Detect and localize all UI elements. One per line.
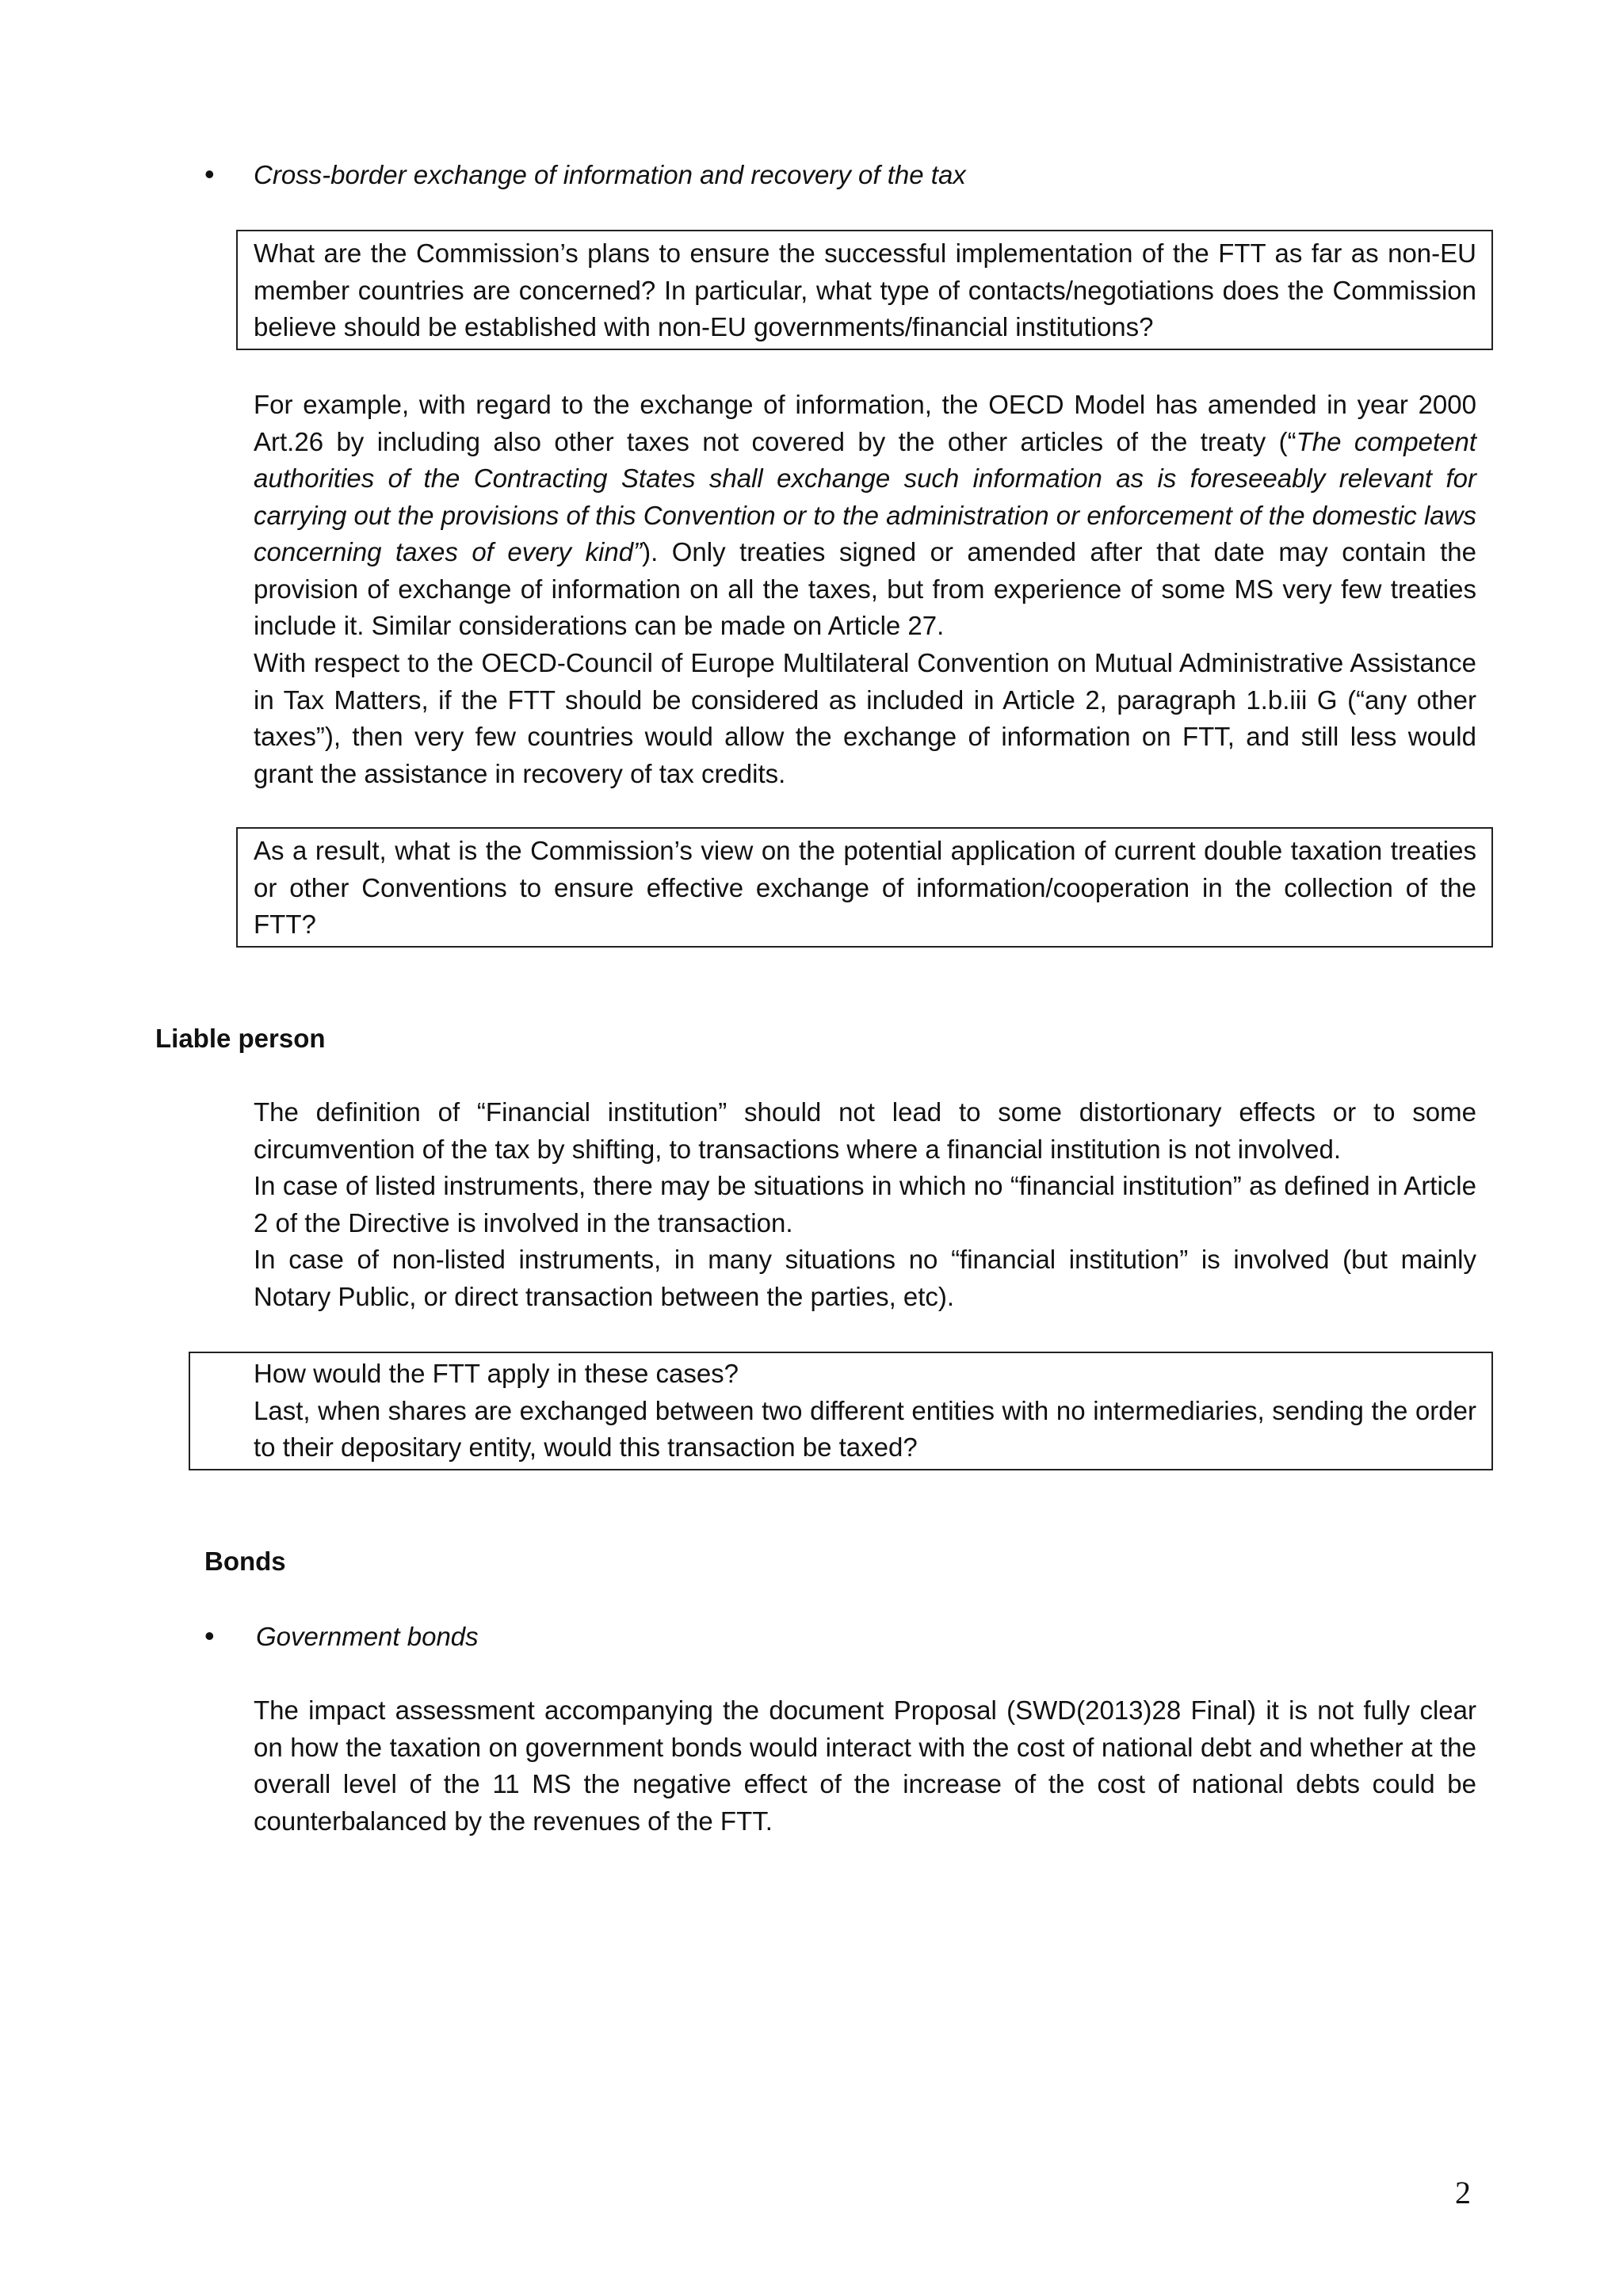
question-box-1-text: What are the Commission’s plans to ensure the successful implementation of the FTT as far as non-EU member countries are concerned? In particular, what type of contacts/negotiations does the Commission believe should be established with non-EU governments/financial institutions? [254,238,1476,341]
bullet-icon: • [204,158,215,190]
paragraph-multilateral-convention: With respect to the OECD-Council of Europe Multilateral Convention on Mutual Administrative Assistance in Tax Matters, if the FTT should be considered as included in Article 2, paragraph 1.b.iii G (“any other taxes”), then very few countries would allow the exchange of information on FTT, and still less would grant the assistance in recovery of tax credits. [254,648,1476,788]
liable-paragraph-1: The definition of “Financial institution” should not lead to some distortionary effects or to some circumvention of the tax by shifting, to transactions where a financial institution is not involved. [254,1097,1476,1164]
question-box-2-text: As a result, what is the Commission’s view on the potential application of current double taxation treaties or other Conventions to ensure effective exchange of information/cooperation in the collection of the FTT? [254,836,1476,939]
bullet-title-cross-border: Cross-border exchange of information and recovery of the tax [254,160,966,189]
paragraph-oecd-model [254,387,1476,645]
paragraph-oecd-model-part1: For example, with regard to the exchange of information, the OECD Model has amended in year 2000 Art.26 by including also other taxes not covered by the other articles of the treaty (“ [254,390,1476,456]
treaty-quote: The competent authorities of the Contracting States shall exchange such information as is foreseeably relevant for carrying out the provisions of this Convention or to the administration or enforcement of the domestic laws concerning taxes of every kind” [254,426,1477,566]
paragraph-government-bonds: The impact assessment accompanying the document Proposal (SWD(2013)28 Final) it is not fully clear on how the taxation on government bonds would interact with the cost of national debt and whether at the overall level of the 11 MS the negative effect of the increase of the cost of national debts could be counterbalanced by the revenues of the FTT. [254,1695,1476,1836]
question-box-3-text [254,1356,1476,1466]
heading-bonds: Bonds [204,1547,286,1576]
question-box-3-line2: Last, when shares are exchanged between two different entities with no intermediaries, sending the order to their depositary entity, would this transaction be taxed? [254,1395,1476,1462]
liable-paragraph [254,1094,1476,1315]
page-number: 2 [1455,2175,1471,2210]
bullet-icon: • [204,1619,215,1652]
liable-paragraph-3: In case of non-listed instruments, in many situations no “financial institution” is involved (but mainly Notary Public, or direct transaction between the parties, etc). [254,1245,1476,1311]
heading-liable-person: Liable person [155,1024,326,1053]
question-box-3-line1: How would the FTT apply in these cases? [254,1359,739,1388]
bullet-title-government-bonds: Government bonds [256,1622,479,1651]
liable-paragraph-2: In case of listed instruments, there may be situations in which no “financial institution” as defined in Article 2 of the Directive is involved in the transaction. [254,1171,1476,1238]
paragraph-oecd-model-part2: ). Only treaties signed or amended after that date may contain the provision of exchange of information on all the taxes, but from experience of some MS very few treaties include it. Similar considerations can be made on Article 27. [254,537,1476,640]
